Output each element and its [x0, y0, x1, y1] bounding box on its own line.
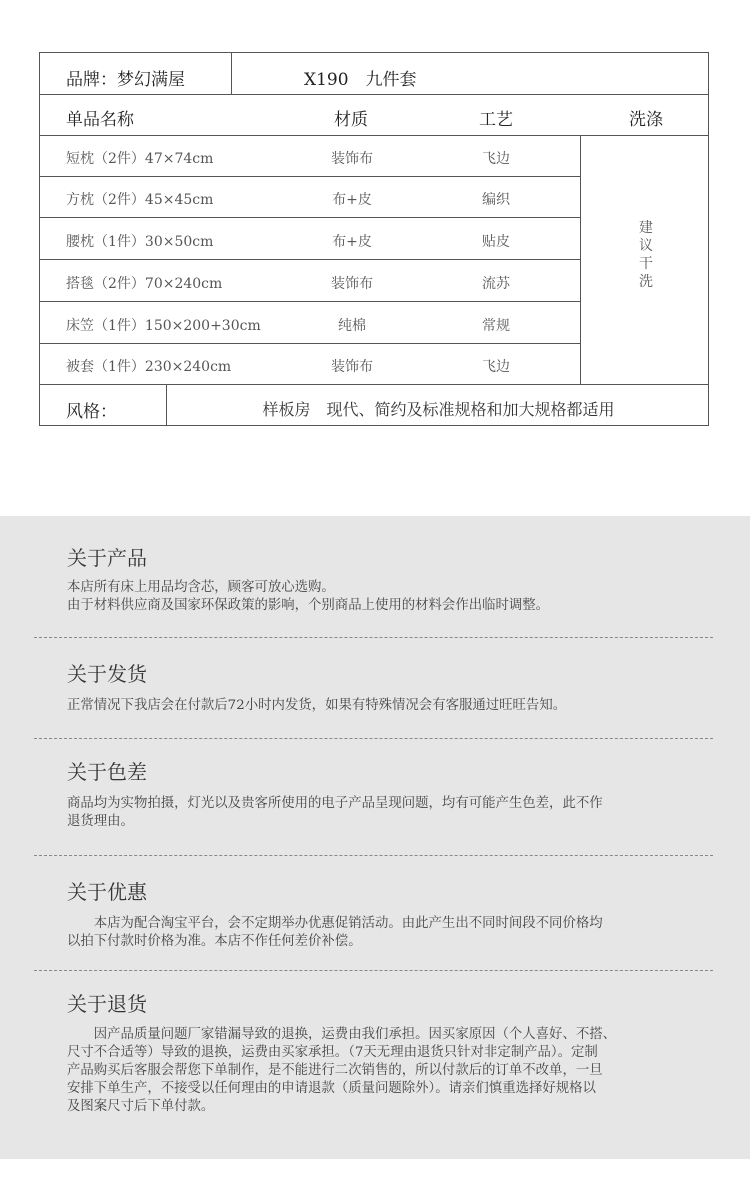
style-value: 样板房 现代、简约及标准规格和加大规格都适用	[262, 400, 615, 419]
body-line: 因产品质量问题厂家错漏导致的退换，运费由我们承担。因买家原因（个人喜好、不搭、	[67, 1027, 617, 1042]
section-body-shipping	[67, 697, 687, 715]
store-notice-panel	[0, 516, 750, 1159]
row-name: 被套（1件）230×240cm	[66, 359, 232, 375]
body-line: 退货理由。	[67, 814, 134, 829]
table-rule	[40, 217, 580, 218]
row-material: 纯棉	[338, 318, 366, 334]
body-line: 及图案尺寸后下单付款。	[67, 1099, 215, 1114]
section-title-product: 关于产品	[67, 546, 147, 570]
body-line: 本店为配合淘宝平台，会不定期举办优惠促销活动。由此产生出不同时间段不同价格均	[67, 916, 603, 931]
body-line: 本店所有床上用品均含芯，顾客可放心选购。	[67, 580, 335, 595]
washing-note: 建议干洗	[639, 220, 653, 290]
row-name: 搭毯（2件）70×240cm	[66, 276, 223, 292]
table-rule	[40, 301, 580, 302]
body-line: 正常情况下我店会在付款后72小时内发货，如果有特殊情况会有客服通过旺旺告知。	[67, 698, 567, 713]
body-line: 商品均为实物拍摄，灯光以及贵客所使用的电子产品呈现问题，均有可能产生色差，此不作	[67, 796, 603, 811]
table-rule	[40, 343, 580, 344]
row-craft: 飞边	[482, 359, 510, 375]
section-body-product	[67, 579, 687, 615]
style-label: 风格：	[66, 402, 117, 422]
body-line: 由于材料供应商及国家环保政策的影响，个别商品上使用的材料会作出临时调整。	[67, 598, 550, 613]
product-spec-table	[39, 52, 709, 426]
row-craft: 飞边	[482, 151, 510, 167]
table-rule	[231, 53, 232, 94]
section-title-discount: 关于优惠	[67, 880, 147, 904]
dashed-divider	[34, 855, 713, 856]
row-material: 装饰布	[331, 359, 373, 375]
header-craft: 工艺	[479, 110, 513, 130]
header-name: 单品名称	[66, 110, 134, 130]
body-line: 以拍下付款时价格为准。本店不作任何差价补偿。	[67, 934, 362, 949]
row-material: 装饰布	[331, 151, 373, 167]
section-title-returns: 关于退货	[67, 992, 147, 1016]
table-rule	[40, 259, 580, 260]
table-rule	[40, 135, 708, 136]
brand-label: 品牌：梦幻满屋	[66, 70, 185, 90]
body-line: 尺寸不合适等）导致的退换，运费由买家承担。（7天无理由退货只针对非定制产品）。定制	[67, 1045, 598, 1060]
row-craft: 贴皮	[482, 234, 510, 250]
row-name: 床笠（1件）150×200+30cm	[66, 318, 261, 334]
row-name: 方枕（2件）45×45cm	[66, 192, 214, 208]
section-body-returns	[67, 1026, 687, 1116]
table-rule	[40, 384, 708, 385]
body-line: 产品购买后客服会帮您下单制作，是不能进行二次销售的，所以付款后的订单不改单，一旦	[67, 1063, 603, 1078]
table-rule	[40, 94, 708, 95]
row-craft: 常规	[482, 318, 510, 334]
section-body-discount	[67, 915, 687, 951]
row-material: 装饰布	[331, 276, 373, 292]
row-name: 腰枕（1件）30×50cm	[66, 234, 214, 250]
header-material: 材质	[334, 110, 368, 130]
row-material: 布+皮	[332, 234, 372, 250]
body-line: 安排下单生产，不接受以任何理由的申请退款（质量问题除外）。请亲们慎重选择好规格以	[67, 1081, 596, 1096]
dashed-divider	[34, 970, 713, 971]
row-craft: 流苏	[482, 276, 510, 292]
row-name: 短枕（2件）47×74cm	[66, 151, 214, 167]
row-craft: 编织	[482, 192, 510, 208]
model-label: X190 九件套	[304, 70, 417, 90]
header-washing: 洗涤	[629, 110, 663, 130]
section-title-shipping: 关于发货	[67, 662, 147, 686]
dashed-divider	[34, 738, 713, 739]
table-rule	[40, 176, 580, 177]
table-rule	[580, 135, 581, 384]
section-body-color	[67, 795, 687, 831]
row-material: 布+皮	[332, 192, 372, 208]
section-title-color: 关于色差	[67, 760, 147, 784]
dashed-divider	[34, 637, 713, 638]
